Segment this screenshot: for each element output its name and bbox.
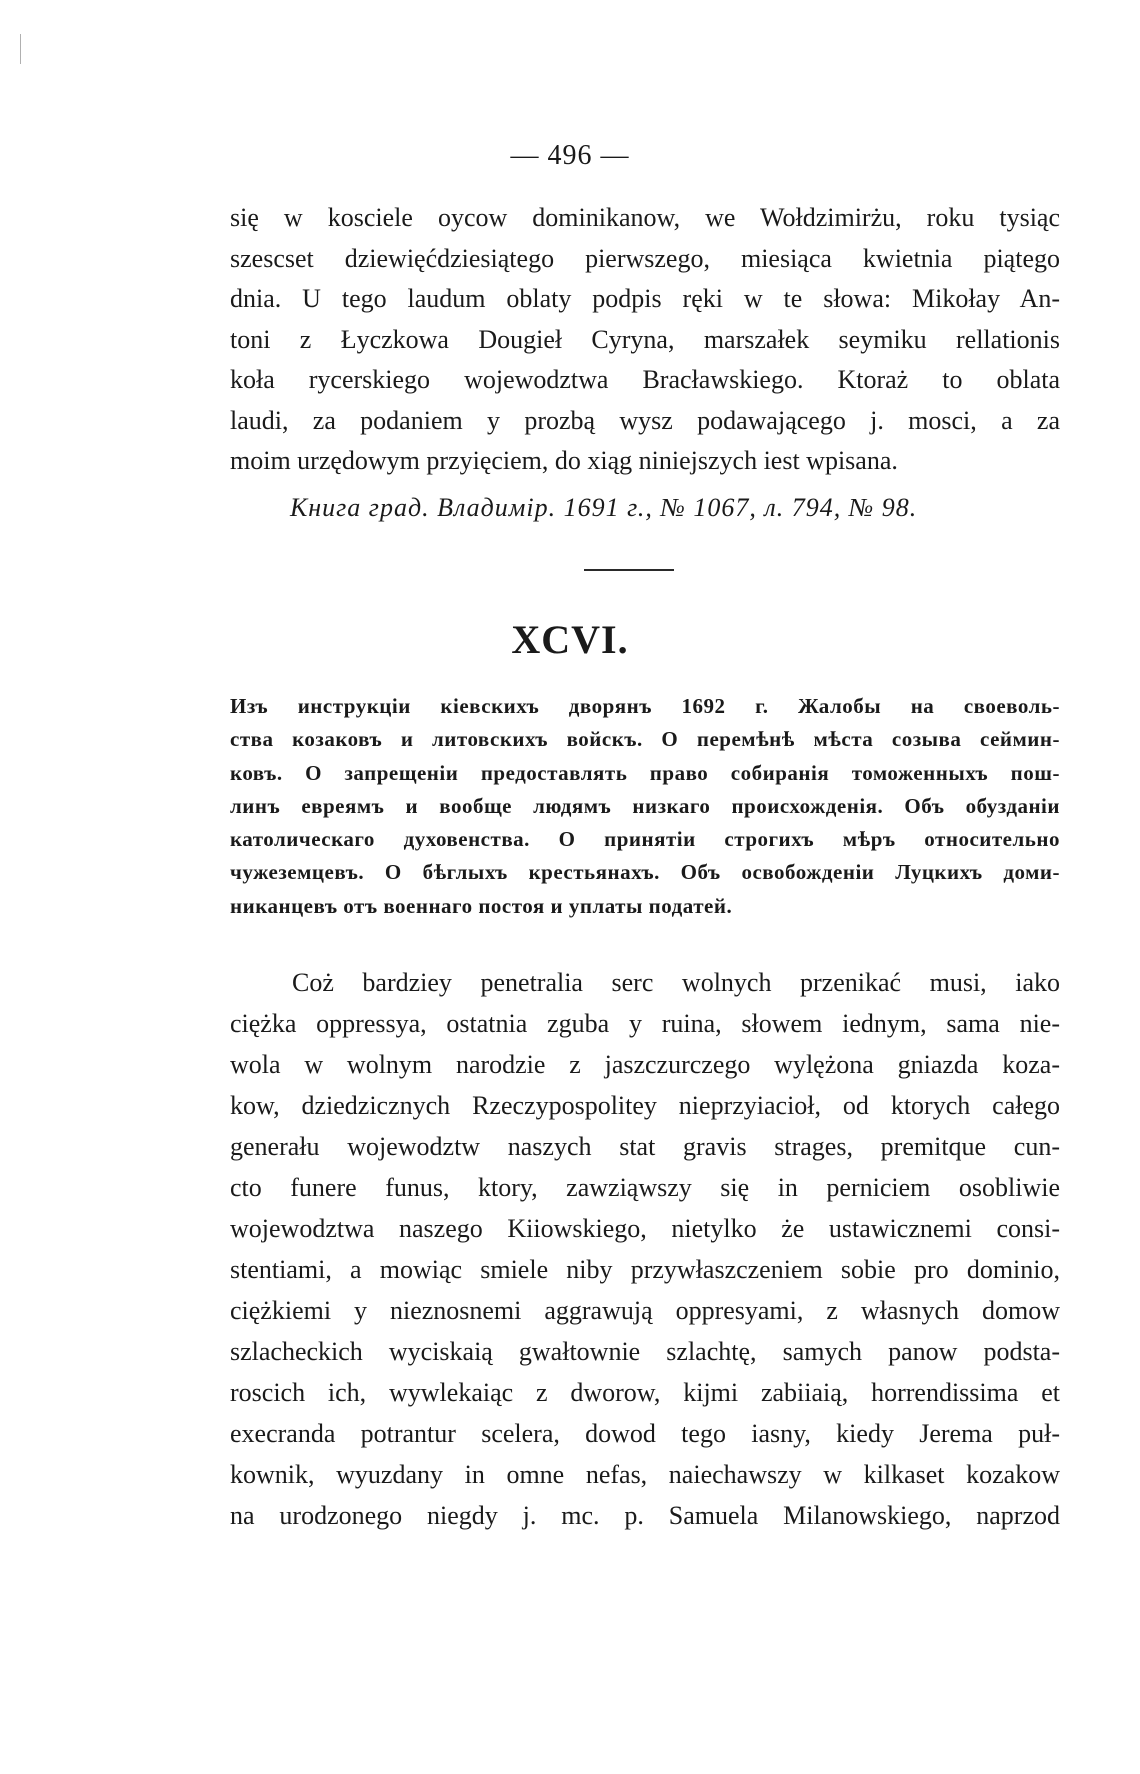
text-line: szescset dziewięćdziesiątego pierwszego, miesiąca kwietnia piątego	[230, 243, 1060, 273]
document-number: XCVI.	[511, 617, 629, 662]
page-number: — 496 —	[510, 140, 630, 171]
section-divider	[584, 569, 674, 571]
body-line: Coż bardziey penetralia serc wolnych przenikać musi, iako	[292, 968, 1060, 997]
text-line: koła rycerskiego wojewodztwa Bracławskiego. Ktoraż to oblata	[230, 365, 1060, 394]
text-line: moim urzędowym przyięciem, do xiąg niniejszych iest wpisana.	[230, 446, 898, 475]
body-line: kownik, wyuzdany in omne nefas, naiechawszy w kilkaset kozakow	[230, 1460, 1060, 1489]
summary-line: линъ евреямъ и вообще людямъ низкаго происхожденія. Объ обузданіи	[230, 793, 1060, 818]
body-line: roscich ich, wywlekaiąc z dworow, kijmi zabiiaią, horrendissima et	[230, 1378, 1060, 1407]
summary-line: чужеземцевъ. О бѣглыхъ крестьянахъ. Объ освобожденіи Луцкихъ доми-	[230, 860, 1060, 885]
source-reference: Книга град. Владимір. 1691 г., № 1067, л. 794, № 98.	[290, 493, 918, 522]
margin-mark	[20, 34, 21, 64]
document-summary	[230, 690, 1060, 923]
body-line: wola w wolnym narodzie z jaszczurczego wylężona gniazda koza-	[230, 1050, 1060, 1079]
summary-line: ковъ. О запрещеніи предоставлять право собиранія томоженныхъ пош-	[230, 760, 1060, 785]
summary-line: Изъ инструкціи кіевскихъ дворянъ 1692 г. Жалобы на своеволь-	[230, 694, 1060, 718]
body-line: ciężkiemi y nieznosnemi aggrawują oppresyami, z własnych domow	[230, 1296, 1060, 1325]
body-line: kow, dziedzicznych Rzeczypospolitey nieprzyiacioł, od ktorych całego	[230, 1091, 1060, 1120]
summary-line: католическаго духовенства. О принятіи строгихъ мѣръ относительно	[230, 827, 1060, 852]
body-line: cto funere funus, ktory, zawziąwszy się in perniciem osobliwie	[230, 1173, 1060, 1202]
body-line: stentiami, a mowiąc smiele niby przywłaszczeniem sobie pro dominio,	[230, 1255, 1060, 1284]
text-line: się w kosciele oycow dominikanow, we Wołdzimirżu, roku tysiąc	[230, 203, 1060, 232]
text-line: laudi, za podaniem y prozbą wysz podawającego j. mosci, a za	[230, 405, 1060, 435]
body-line: execranda potrantur scelera, dowod tego iasny, kiedy Jerema puł-	[230, 1419, 1060, 1448]
text-line: dnia. U tego laudum oblaty podpis ręki w te słowa: Mikołay An-	[230, 284, 1060, 313]
summary-line: никанцевъ отъ военнаго постоя и уплаты податей.	[230, 893, 733, 918]
body-line: ciężka oppressya, ostatnia zguba y ruina, słowem iednym, sama nie-	[230, 1009, 1060, 1038]
body-line: na urodzonego niegdy j. mc. p. Samuela Milanowskiego, naprzod	[230, 1501, 1060, 1530]
summary-line: ства козаковъ и литовскихъ войскъ. О перемѣнѣ мѣста созыва сеймин-	[230, 727, 1060, 752]
previous-document-text	[230, 198, 1060, 482]
document-body	[230, 962, 1060, 1536]
body-line: wojewodztwa naszego Kiiowskiego, nietylko że ustawicznemi consi-	[230, 1214, 1060, 1243]
text-line: toni z Łyczkowa Dougieł Cyryna, marszałek seymiku rellationis	[230, 324, 1060, 354]
body-line: generału wojewodztw naszych stat gravis strages, premitque cun-	[230, 1132, 1060, 1161]
body-line: szlacheckich wyciskaią gwałtownie szlachtę, samych panow podsta-	[230, 1337, 1060, 1366]
